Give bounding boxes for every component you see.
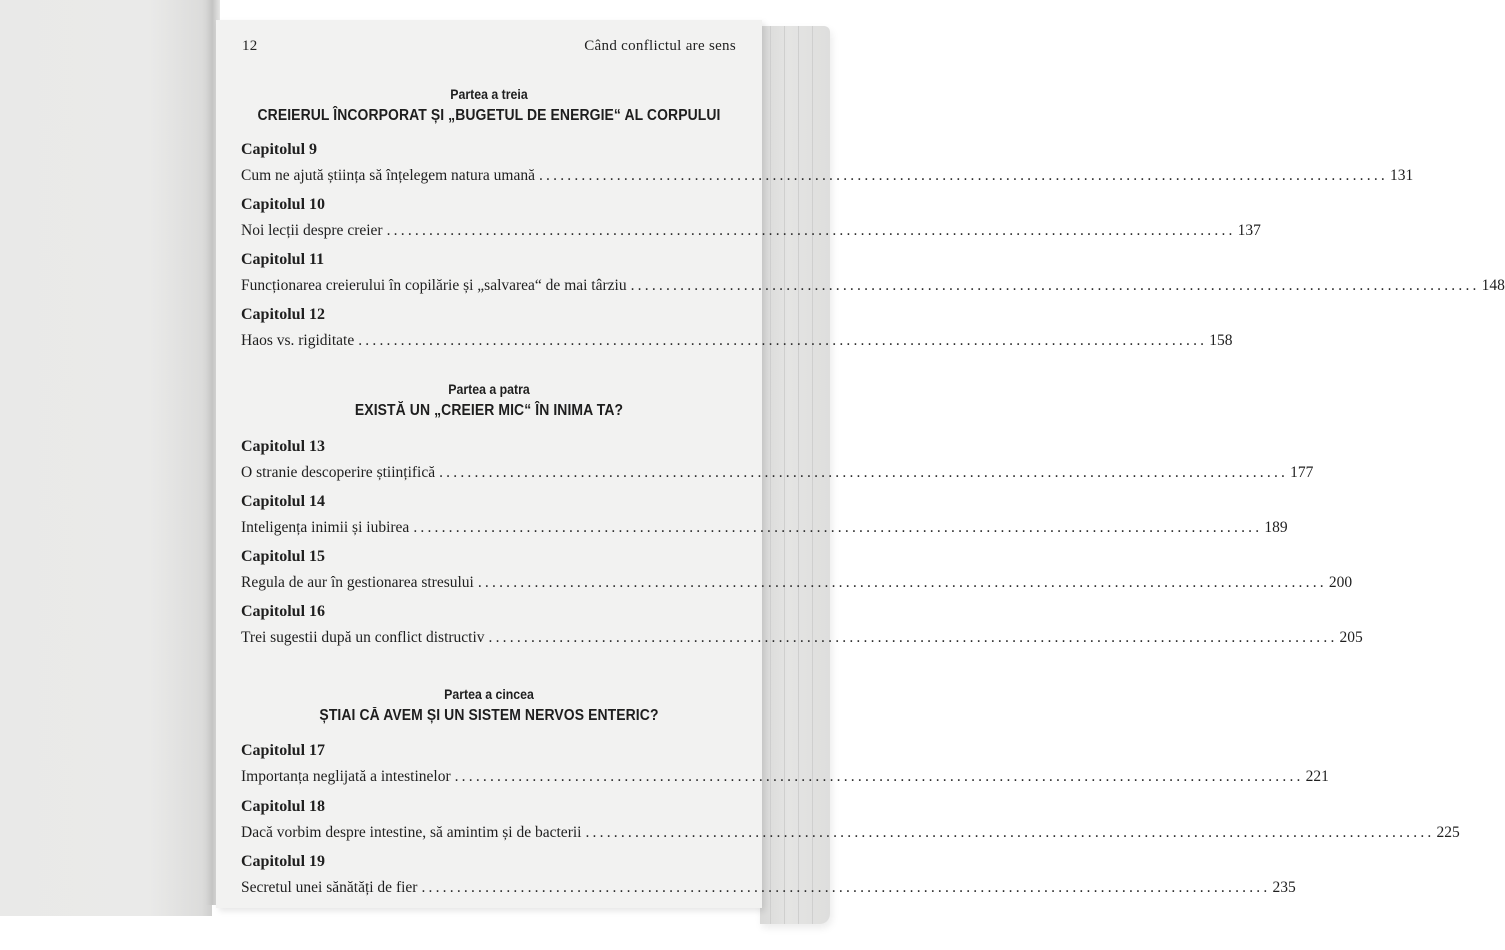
chapter-title: Dacă vorbim despre intestine, să amintim și de bacterii (241, 824, 582, 841)
chapter-page: 177 (1290, 464, 1314, 481)
dot-leader: ........................................................................................................................ (386, 222, 1236, 239)
toc-entry (241, 602, 1363, 648)
dot-leader: ........................................................................................................................ (439, 464, 1289, 481)
chapter-page: 235 (1272, 879, 1296, 896)
chapter-title: Regula de aur în gestionarea stresului (241, 574, 474, 591)
chapter-page: 148 (1481, 277, 1505, 294)
book-title: Când conflictul are sens (584, 38, 736, 54)
chapter-label: Capitolul 12 (241, 306, 326, 323)
toc-line (241, 276, 1505, 296)
toc-line (241, 221, 1261, 241)
chapter-title: Trei sugestii după un conflict distructiv (241, 629, 485, 646)
chapter-page: 137 (1237, 222, 1261, 239)
chapter-label: Capitolul 16 (241, 603, 326, 620)
part-label: Partea a patra (448, 381, 530, 397)
dot-leader: ........................................................................................................................ (477, 574, 1327, 591)
dot-leader: ........................................................................................................................ (358, 332, 1208, 349)
chapter-page: 131 (1389, 167, 1414, 184)
chapter-page: 225 (1436, 824, 1460, 841)
toc-entry (241, 797, 1460, 843)
chapter-label: Capitolul 15 (241, 548, 326, 565)
toc-entry (241, 492, 1288, 538)
part-heading (216, 86, 762, 125)
chapter-page: 158 (1209, 332, 1233, 349)
toc-entry (241, 305, 1233, 351)
dot-leader: ........................................................................................................................ (413, 519, 1263, 536)
chapter-label: Capitolul 9 (241, 141, 318, 158)
chapter-title: O stranie descoperire științifică (241, 464, 436, 481)
chapter-label: Capitolul 17 (241, 742, 326, 759)
toc-line (241, 767, 1329, 787)
chapter-label: Capitolul 10 (241, 196, 326, 213)
toc-entry (241, 250, 1505, 296)
right-page (216, 20, 1505, 908)
chapter-title: Noi lecții despre creier (241, 222, 383, 239)
toc-entry (241, 195, 1261, 241)
chapter-title: Cum ne ajută știința să înțelegem natura umană (241, 167, 535, 184)
toc-line (241, 166, 1414, 186)
toc-line (241, 823, 1460, 843)
toc-entry (241, 741, 1329, 787)
chapter-label: Capitolul 13 (241, 438, 326, 455)
chapter-title: Secretul unei sănătăți de fier (241, 879, 418, 896)
toc-line (241, 573, 1353, 593)
chapter-title: Inteligența inimii și iubirea (241, 519, 410, 536)
toc-entry (241, 437, 1314, 483)
chapter-page: 189 (1264, 519, 1288, 536)
page-number: 12 (242, 38, 258, 54)
toc-line (241, 331, 1233, 351)
chapter-label: Capitolul 18 (241, 798, 326, 815)
part-label: Partea a treia (450, 86, 528, 102)
left-page (0, 0, 212, 916)
part-label: Partea a cincea (444, 686, 534, 702)
toc-entry (241, 852, 1296, 898)
chapter-label: Capitolul 11 (241, 251, 325, 268)
dot-leader: ........................................................................................................................ (454, 768, 1304, 785)
dot-leader: ........................................................................................................................ (630, 277, 1480, 294)
toc-line (241, 878, 1296, 898)
chapter-page: 221 (1305, 768, 1329, 785)
part-title: ȘTIAI CĂ AVEM ȘI UN SISTEM NERVOS ENTERIC? (319, 707, 659, 724)
dot-leader: ........................................................................................................................ (538, 167, 1388, 184)
part-title: EXISTĂ UN „CREIER MIC“ ÎN INIMA TA? (354, 402, 624, 419)
chapter-page: 205 (1339, 629, 1363, 646)
running-head (242, 38, 736, 60)
dot-leader: ........................................................................................................................ (488, 629, 1338, 646)
dot-leader: ........................................................................................................................ (421, 879, 1271, 896)
chapter-title: Importanța neglijată a intestinelor (241, 768, 451, 785)
toc-line (241, 518, 1288, 538)
toc-line (241, 463, 1314, 483)
chapter-label: Capitolul 14 (241, 493, 326, 510)
toc-entry (241, 547, 1353, 593)
toc-line (241, 628, 1363, 648)
chapter-page: 200 (1328, 574, 1353, 591)
part-heading (216, 686, 762, 725)
toc-entry (241, 140, 1414, 186)
part-title: CREIERUL ÎNCORPORAT ȘI „BUGETUL DE ENERGIE“ AL CORPULUI (257, 107, 721, 124)
dot-leader: ........................................................................................................................ (585, 824, 1435, 841)
chapter-title: Funcționarea creierului în copilărie și „salvarea“ de mai târziu (241, 277, 627, 294)
chapter-label: Capitolul 19 (241, 853, 326, 870)
part-heading (216, 381, 762, 420)
chapter-title: Haos vs. rigiditate (241, 332, 355, 349)
